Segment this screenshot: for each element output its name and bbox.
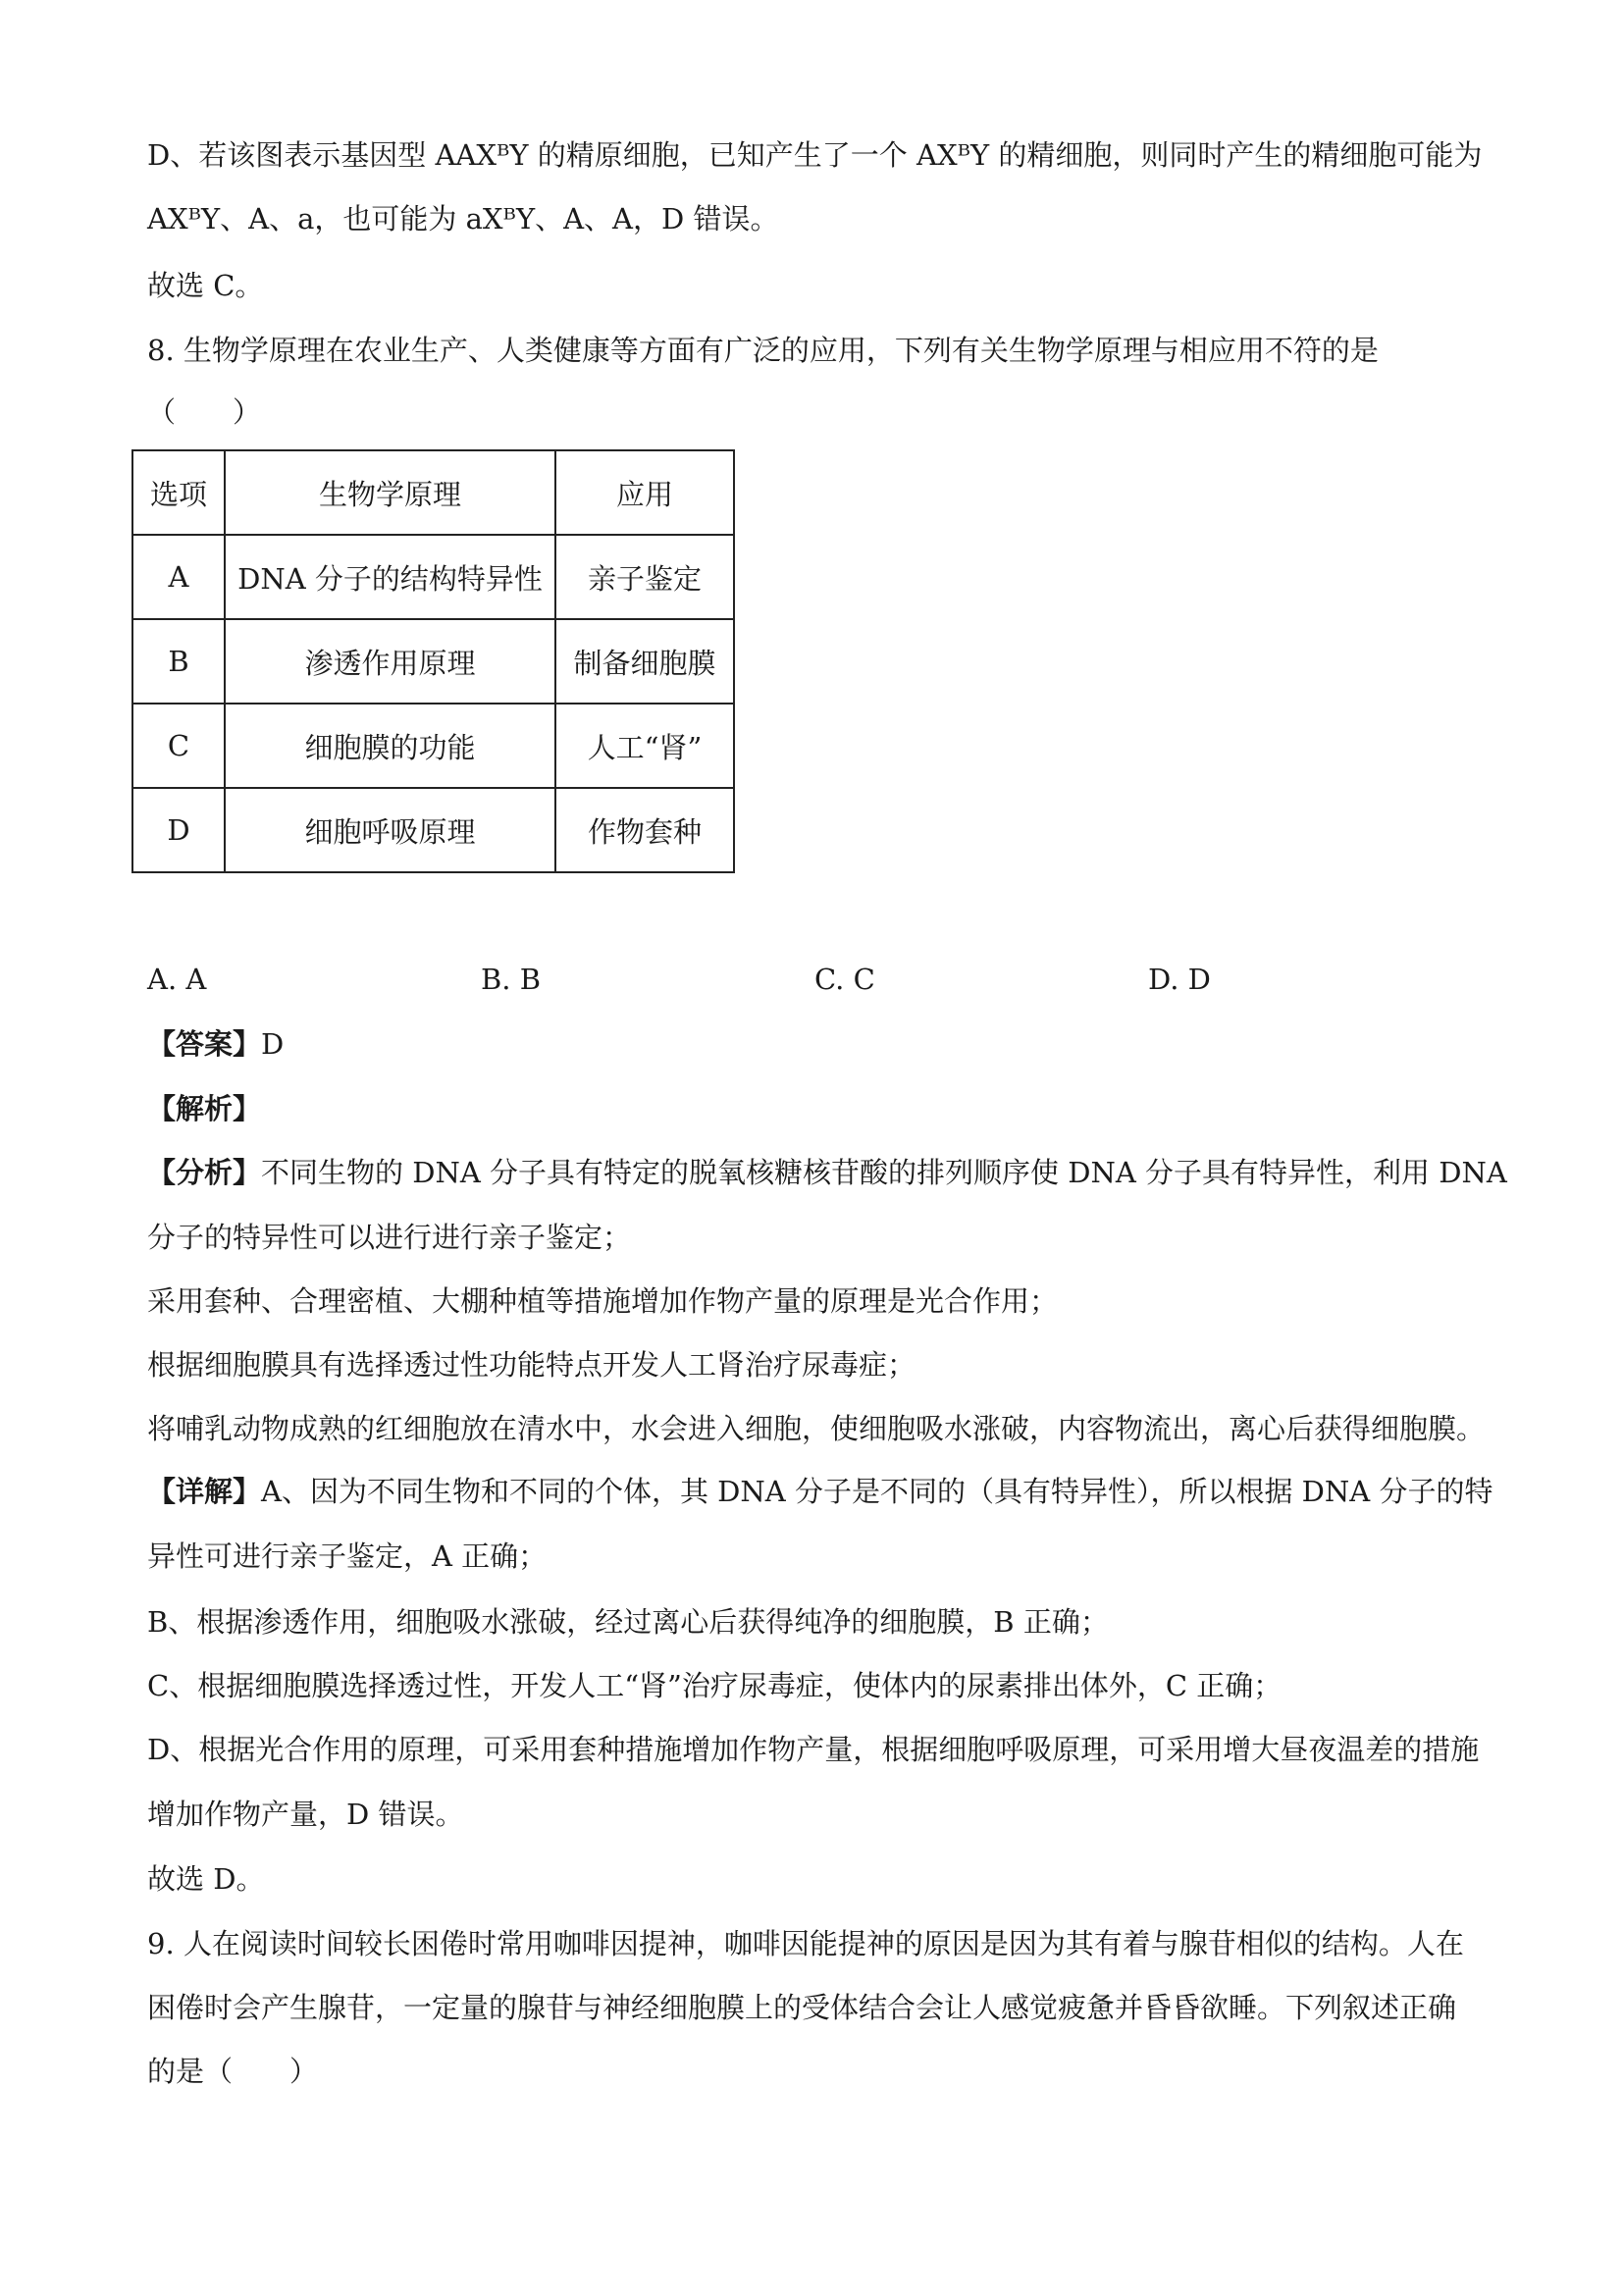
text-line: 分子的特异性可以进行进行亲子鉴定； <box>147 1221 632 1254</box>
table-cell: DNA 分子的结构特异性 <box>225 535 555 619</box>
table-cell: D <box>132 788 225 872</box>
table-cell: 细胞膜的功能 <box>225 704 555 788</box>
table-cell: 渗透作用原理 <box>225 619 555 704</box>
text-line: 故选 C。 <box>147 269 264 302</box>
answer-line <box>147 1024 284 1064</box>
text-line: 采用套种、合理密植、大棚种植等措施增加作物产量的原理是光合作用； <box>147 1284 1059 1318</box>
text-line: 将哺乳动物成熟的红细胞放在清水中，水会进入细胞，使细胞吸水涨破，内容物流出，离心后获得细胞膜。 <box>147 1412 1486 1445</box>
option-a: A. A <box>147 963 207 996</box>
table-header: 生物学原理 <box>225 450 555 535</box>
detail-line <box>147 1472 1492 1511</box>
answer-label: 【答案】 <box>147 1027 262 1061</box>
xiangjie-label: 【详解】 <box>147 1475 262 1508</box>
table-cell: B <box>132 619 225 704</box>
text-line: 异性可进行亲子鉴定，A 正确； <box>147 1539 548 1573</box>
text-line: D、若该图表示基因型 AAXᴮY 的精原细胞，已知产生了一个 AXᴮY 的精细胞，则同时产生的精细胞可能为 <box>147 138 1483 172</box>
table-row <box>132 535 734 619</box>
text-line: 的是（ ） <box>147 2055 319 2088</box>
xiangjie-text: A、因为不同生物和不同的个体，其 DNA 分子是不同的（具有特异性），所以根据 DNA 分子的特 <box>261 1475 1493 1508</box>
analysis-label: 【解析】 <box>147 1092 262 1125</box>
text-line: C、根据细胞膜选择透过性，开发人工“肾”治疗尿毒症，使体内的尿素排出体外，C 正确； <box>147 1669 1283 1702</box>
text-line: 困倦时会产生腺苷，一定量的腺苷与神经细胞膜上的受体结合会让人感觉疲惫并昏昏欲睡。下列叙述正确 <box>147 1991 1457 2024</box>
table-cell: 细胞呼吸原理 <box>225 788 555 872</box>
table-row <box>132 704 734 788</box>
table-header: 应用 <box>555 450 734 535</box>
analysis-line <box>147 1153 1507 1192</box>
table-cell: 作物套种 <box>555 788 734 872</box>
fenxi-text: 不同生物的 DNA 分子具有特定的脱氧核糖核苷酸的排列顺序使 DNA 分子具有特异性，利用 DNA <box>261 1156 1507 1189</box>
option-c: C. C <box>814 963 875 996</box>
table-cell: 人工“肾” <box>555 704 734 788</box>
text-line: AXᴮY、A、a，也可能为 aXᴮY、A、A，D 错误。 <box>147 202 779 235</box>
table-row <box>132 619 734 704</box>
option-d: D. D <box>1148 963 1211 996</box>
question-8-blank: （ ） <box>147 395 262 429</box>
text-line: D、根据光合作用的原理，可采用套种措施增加作物产量，根据细胞呼吸原理，可采用增大昼夜温差的措施 <box>147 1733 1480 1766</box>
table-header-row <box>132 450 734 535</box>
table-header: 选项 <box>132 450 225 535</box>
question-9-stem: 9. 人在阅读时间较长困倦时常用咖啡因提神，咖啡因能提神的原因是因为其有着与腺苷相似的结构。人在 <box>147 1927 1464 1960</box>
option-b: B. B <box>481 963 542 996</box>
text-line: B、根据渗透作用，细胞吸水涨破，经过离心后获得纯净的细胞膜，B 正确； <box>147 1605 1109 1639</box>
question-8-stem: 8. 生物学原理在农业生产、人类健康等方面有广泛的应用，下列有关生物学原理与相应用不符的是 <box>147 334 1379 367</box>
table-cell: A <box>132 535 225 619</box>
table-cell: 亲子鉴定 <box>555 535 734 619</box>
answer-value: D <box>261 1027 285 1061</box>
text-line: 故选 D。 <box>147 1862 265 1896</box>
table-row <box>132 788 734 872</box>
table-cell: C <box>132 704 225 788</box>
question-8-table <box>131 449 735 873</box>
text-line: 增加作物产量，D 错误。 <box>147 1798 464 1831</box>
text-line: 根据细胞膜具有选择透过性功能特点开发人工肾治疗尿毒症； <box>147 1348 916 1382</box>
fenxi-label: 【分析】 <box>147 1156 262 1189</box>
table-cell: 制备细胞膜 <box>555 619 734 704</box>
